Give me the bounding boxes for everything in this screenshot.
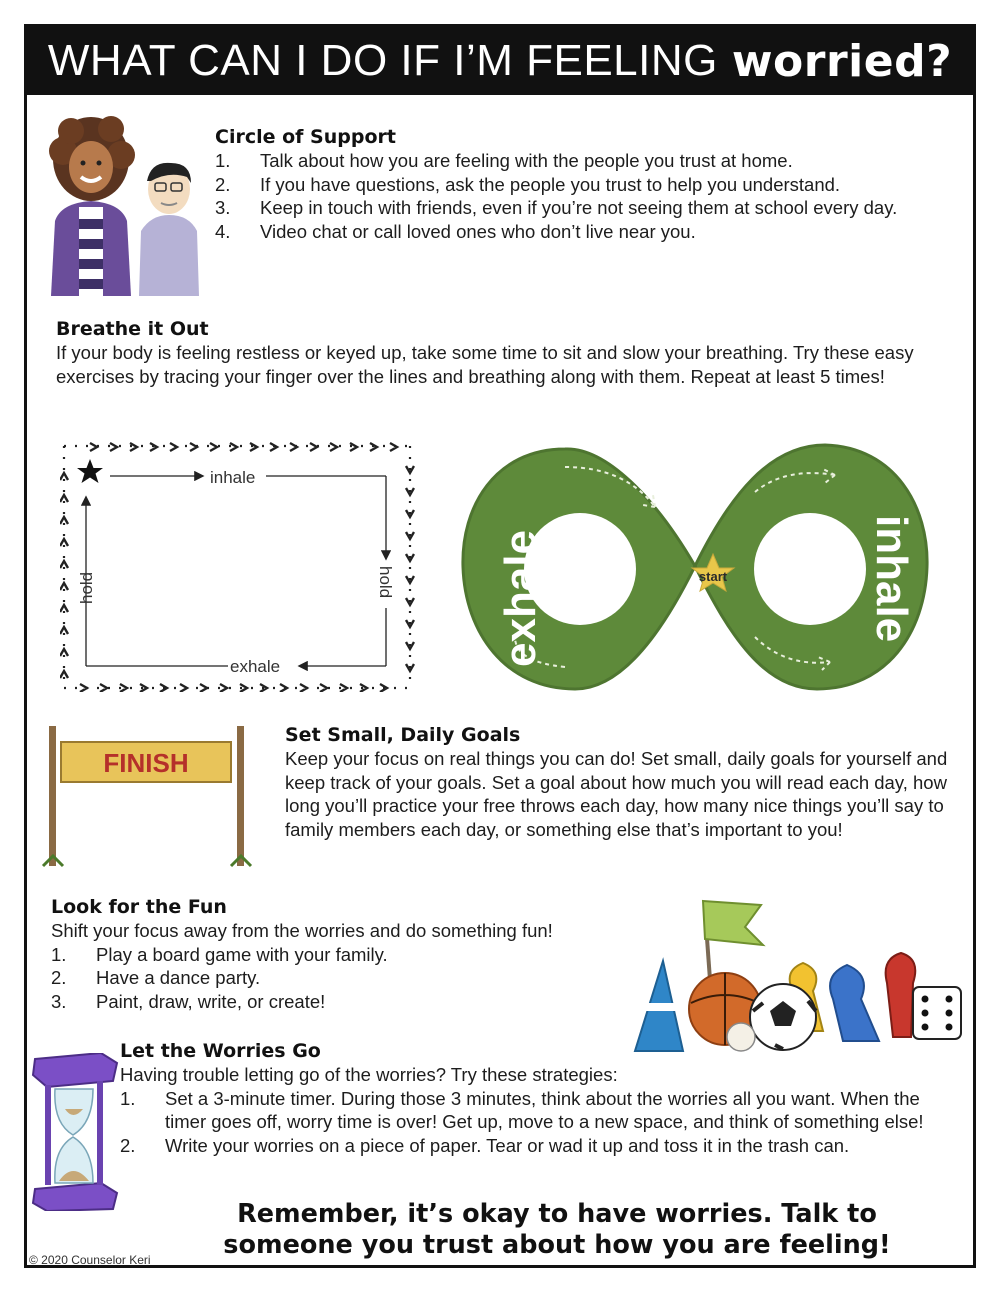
list-number: 1. (120, 1087, 136, 1109)
list-item (215, 173, 955, 197)
list-item (215, 220, 955, 244)
list-text: Video chat or call loved ones who don’t live near you. (260, 220, 696, 242)
list-text: If you have questions, ask the people you trust to help you understand. (260, 173, 841, 195)
infinity-label-center: start (698, 569, 728, 584)
list-number: 1. (215, 150, 231, 171)
square-label-bottom: exhale (230, 657, 281, 676)
list-number: 2. (51, 967, 67, 988)
square-label-right: hold (376, 566, 395, 599)
list-text: Paint, draw, write, or create! (96, 990, 326, 1012)
let-go-section (120, 1039, 966, 1157)
infinity-breathing-diagram (455, 427, 935, 705)
list-item (215, 196, 955, 220)
circle-of-support-heading: Circle of Support (215, 126, 396, 148)
closing-message: Remember, it’s okay to have worries. Talk to someone you trust about how you are feeling! (223, 1199, 891, 1260)
list-number: 2. (120, 1134, 136, 1156)
list-item (51, 990, 651, 1014)
goals-body: Keep your focus on real things you can do! Set small, daily goals for yourself and keep track of your goals. Set a goal about how much you will read each day, how long you’ll practice your free throws each day, how many nice things you’ll say to family members each day, or something else that’s important to you! (285, 748, 948, 840)
list-text: Write your worries on a piece of paper. Tear or wad it up and toss it in the trash can. (165, 1134, 850, 1156)
copyright-notice: © 2020 Counselor Keri (29, 1253, 151, 1267)
fun-intro: Shift your focus away from the worries and do something fun! (51, 920, 553, 941)
hourglass-timer-illustration (31, 1053, 121, 1211)
square-label-left: hold (77, 571, 96, 604)
breathe-section (56, 317, 936, 388)
circle-of-support-section (215, 125, 955, 243)
square-breathing-diagram (60, 440, 415, 692)
list-item (215, 149, 955, 173)
list-text: Have a dance party. (96, 967, 261, 988)
list-number: 4. (215, 220, 231, 242)
breathe-body: If your body is feeling restless or keyed up, take some time to sit and slow your breathing. Try these easy exercises by tracing your finger over the lines and breathing along with them. Repeat at least 5 times! (56, 342, 914, 387)
goals-heading: Set Small, Daily Goals (285, 724, 521, 746)
fun-list (51, 943, 651, 1014)
games-and-toys-illustration (633, 891, 963, 1059)
fun-section (51, 895, 651, 1013)
let-go-intro: Having trouble letting go of the worries? Try these strategies: (120, 1064, 618, 1085)
list-item (120, 1134, 966, 1158)
finish-banner-text: FINISH (103, 748, 189, 778)
list-item (51, 966, 651, 990)
finish-banner-illustration (41, 722, 261, 872)
breathe-heading: Breathe it Out (56, 318, 209, 340)
page-title (27, 27, 973, 95)
list-text: Keep in touch with friends, even if you’re not seeing them at school every day. (260, 197, 898, 218)
two-people-illustration (41, 111, 211, 296)
square-label-top: inhale (210, 468, 256, 487)
list-number: 1. (51, 943, 67, 965)
list-text: Talk about how you are feeling with the people you trust at home. (260, 150, 793, 171)
title-emphasis: worried? (731, 35, 953, 87)
fun-heading: Look for the Fun (51, 896, 227, 918)
list-number: 2. (215, 173, 231, 195)
list-number: 3. (215, 197, 231, 218)
infinity-label-right: inhale (867, 515, 916, 643)
circle-of-support-list (215, 149, 955, 243)
let-go-list (120, 1087, 966, 1158)
infinity-label-left: exhale (496, 530, 545, 667)
list-text: Set a 3-minute timer. During those 3 minutes, think about the worries all you want. When the timer goes off, worry time is over! Get up, move to a new space, and think of something else! (165, 1087, 924, 1132)
list-text: Play a board game with your family. (96, 943, 388, 965)
list-item (120, 1087, 966, 1134)
worksheet-frame (24, 24, 976, 1268)
goals-section (285, 723, 965, 841)
list-item (51, 943, 651, 967)
list-number: 3. (51, 990, 67, 1012)
let-go-heading: Let the Worries Go (120, 1040, 321, 1062)
star-icon (77, 459, 103, 483)
title-plain: WHAT CAN I DO IF I’M FEELING (47, 36, 718, 85)
